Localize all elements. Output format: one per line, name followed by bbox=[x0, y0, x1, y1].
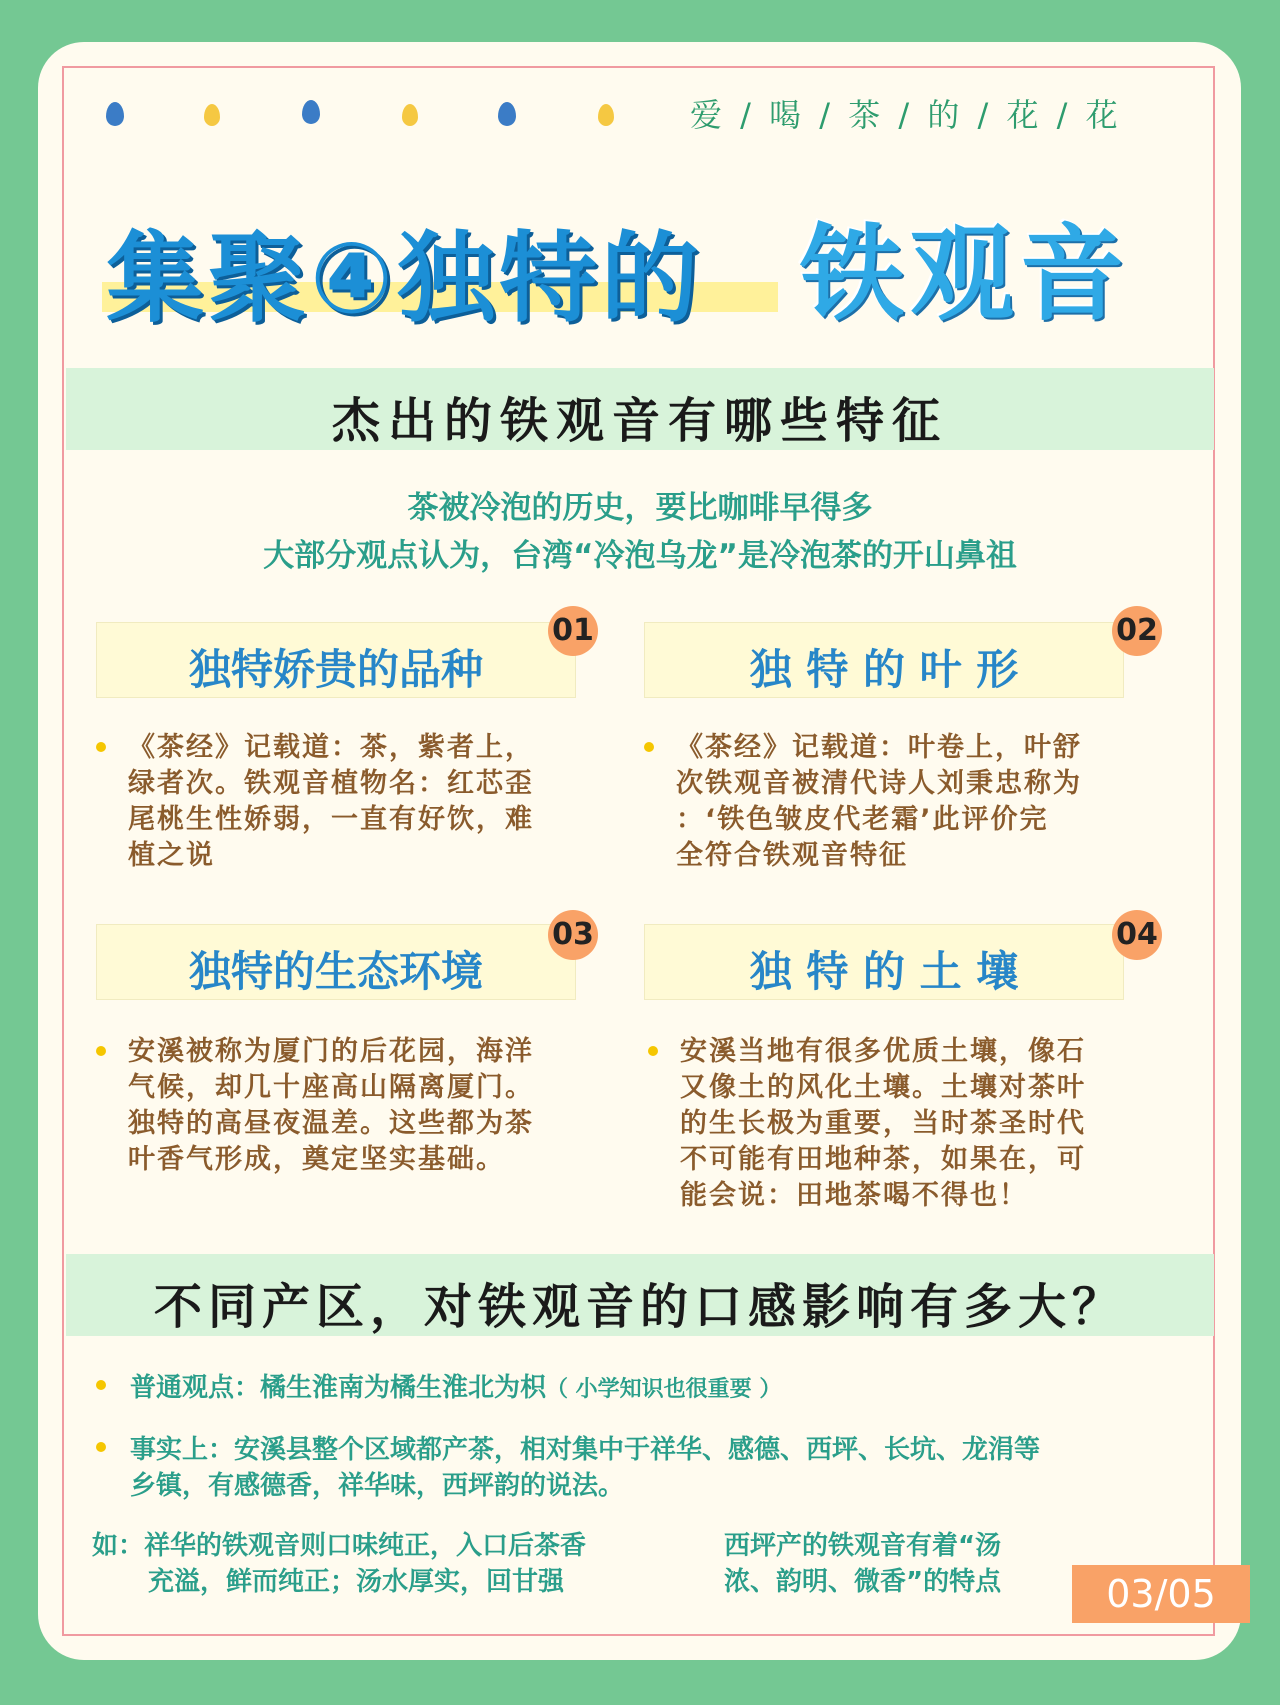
feature-title: 独 特 的 土 壤 bbox=[749, 947, 1019, 996]
example-right: 西坪产的铁观音有着“汤 浓、韵明、微香”的特点 bbox=[724, 1531, 1002, 1597]
feature-title-box bbox=[96, 924, 576, 1000]
blue-dot-icon bbox=[498, 102, 516, 126]
bullet-icon bbox=[96, 1442, 106, 1452]
section-heading-band bbox=[66, 1254, 1214, 1336]
page-title: 集聚④独特的 bbox=[106, 222, 703, 336]
intro-line: 大部分观点认为，台湾“冷泡乌龙”是冷泡茶的开山鼻祖 bbox=[263, 538, 1017, 574]
feature-title: 独 特 的 叶 形 bbox=[749, 645, 1019, 694]
page-indicator: 03/05 bbox=[1072, 1565, 1250, 1623]
yellow-dot-icon bbox=[598, 104, 614, 126]
feature-number-badge: 02 bbox=[1112, 606, 1162, 656]
section-heading: 杰出的铁观音有哪些特征 bbox=[331, 393, 948, 449]
blue-dot-icon bbox=[106, 102, 124, 126]
feature-number-badge: 03 bbox=[548, 910, 598, 960]
yellow-dot-icon bbox=[204, 104, 220, 126]
bullet-icon bbox=[96, 742, 106, 752]
feature-title: 独特的生态环境 bbox=[188, 947, 483, 996]
intro-line: 茶被冷泡的历史，要比咖啡早得多 bbox=[407, 490, 873, 526]
feature-description: 《茶经》记载道：叶卷上，叶舒 次铁观音被清代诗人刘秉忠称为 ：‘铁色皱皮代老霜’此评价完 全符合铁观音特征 bbox=[676, 732, 1082, 871]
bullet-icon bbox=[96, 1046, 106, 1056]
feature-title: 独特娇贵的品种 bbox=[188, 645, 483, 694]
feature-title-box bbox=[644, 924, 1124, 1000]
example-left: 如：祥华的铁观音则口味纯正，入口后茶香 充溢，鲜而纯正；汤水厚实，回甘强 bbox=[92, 1531, 587, 1597]
blue-dot-icon bbox=[302, 100, 320, 124]
feature-number-badge: 01 bbox=[548, 606, 598, 656]
fact-paragraph: 事实上：安溪县整个区域都产茶，相对集中于祥华、感德、西坪、长坑、龙涓等 乡镇，有感德香，祥华味，西坪韵的说法。 bbox=[130, 1435, 1041, 1501]
brand-name: 爱 / 喝 / 茶 / 的 / 花 / 花 bbox=[690, 96, 1122, 134]
bullet-icon bbox=[644, 742, 654, 752]
feature-description: 《茶经》记载道：茶，紫者上， 绿者次。铁观音植物名：红芯歪 尾桃生性娇弱，一直有好饮，难 植之说 bbox=[128, 732, 534, 871]
page-title-highlight: 铁观音 bbox=[800, 213, 1131, 335]
yellow-dot-icon bbox=[402, 104, 418, 126]
feature-title-box bbox=[96, 622, 576, 698]
section-heading: 不同产区，对铁观音的口感影响有多大？ bbox=[153, 1279, 1126, 1335]
feature-description: 安溪当地有很多优质土壤，像石 又像土的风化土壤。土壤对茶叶 的生长极为重要，当时茶圣时代 不可能有田地种茶，如果在，可 能会说：田地茶喝不得也！ bbox=[680, 1036, 1086, 1211]
feature-number-badge: 04 bbox=[1112, 910, 1162, 960]
feature-title-box bbox=[644, 622, 1124, 698]
bullet-icon bbox=[96, 1380, 106, 1390]
section-heading-band bbox=[66, 368, 1214, 450]
bullet-icon bbox=[648, 1046, 658, 1056]
common-view: 普通观点：橘生淮南为橘生淮北为枳（ 小学知识也很重要 ） bbox=[130, 1373, 782, 1403]
feature-description: 安溪被称为厦门的后花园，海洋 气候，却几十座高山隔离厦门。 独特的高昼夜温差。这些都为茶 叶香气形成，奠定坚实基础。 bbox=[128, 1036, 534, 1175]
